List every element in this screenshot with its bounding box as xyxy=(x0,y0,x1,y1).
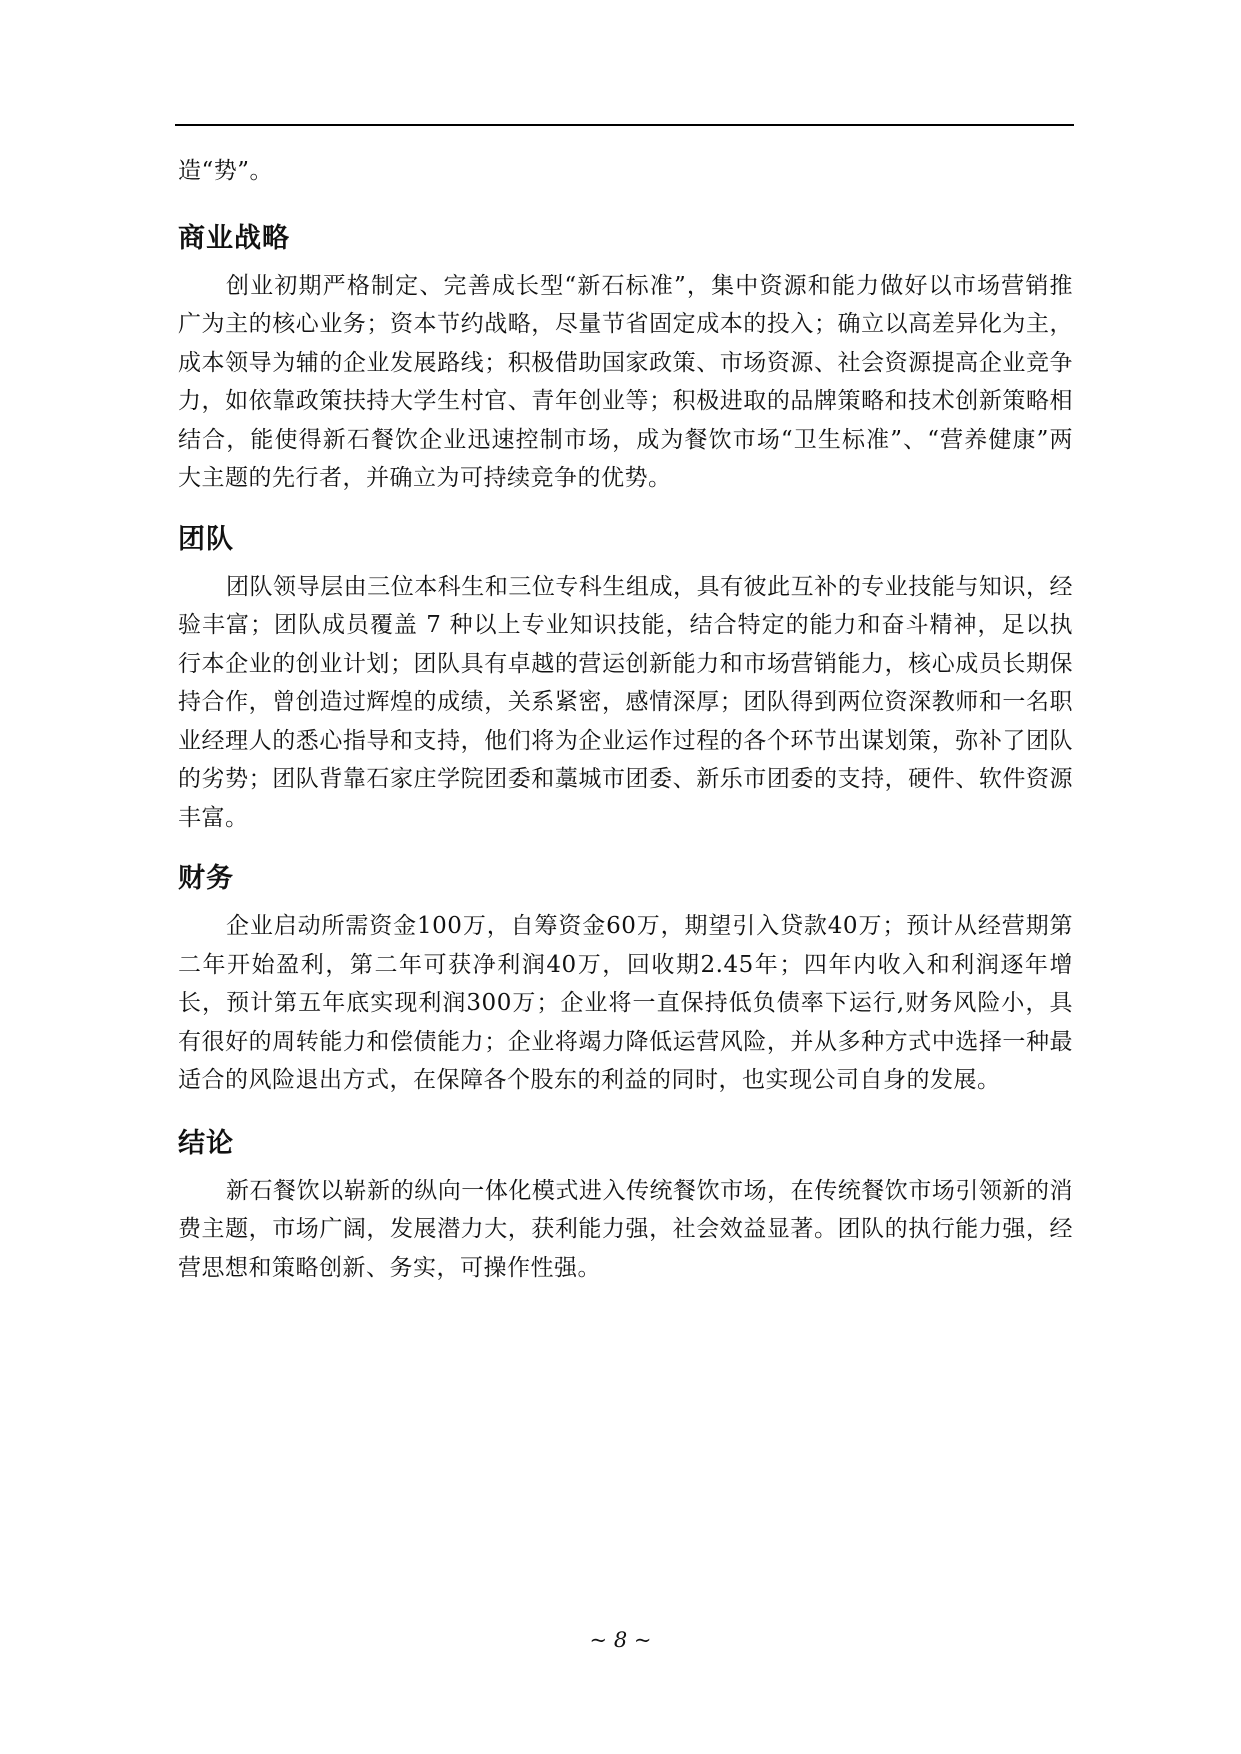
header-rule xyxy=(175,124,1074,126)
section-body-business-strategy: 创业初期严格制定、完善成长型“新石标准”，集中资源和能力做好以市场营销推广为主的核心业务；资本节约战略，尽量节省固定成本的投入；确立以高差异化为主，成本领导为辅的企业发展路线；积极借助国家政策、市场资源、社会资源提高企业竞争力，如依靠政策扶持大学生村官、青年创业等；积极进取的品牌策略和技术创新策略相结合，能使得新石餐饮企业迅速控制市场，成为餐饮市场“卫生标准”、“营养健康”两大主题的先行者，并确立为可持续竞争的优势。 xyxy=(178,272,1073,491)
section-heading-business-strategy: 商业战略 xyxy=(178,222,290,254)
section-heading-finance: 财务 xyxy=(178,863,234,894)
continued-paragraph: 造“势”。 xyxy=(178,158,274,184)
page-number: ~ 8 ~ xyxy=(589,1628,652,1652)
page-content xyxy=(178,152,1073,1287)
section-body-finance: 企业启动所需资金100万，自筹资金60万，期望引入贷款40万；预计从经营期第二年开始盈利，第二年可获净利润40万，回收期2.45年；四年内收入和利润逐年增长，预计第五年底实现利润300万；企业将一直保持低负债率下运行,财务风险小，具有很好的周转能力和偿债能力；企业将竭力降低运营风险，并从多种方式中选择一种最适合的风险退出方式，在保障各个股东的利益的同时，也实现公司自身的发展。 xyxy=(178,913,1073,1093)
section-heading-conclusion: 结论 xyxy=(178,1127,234,1159)
section-heading-team: 团队 xyxy=(178,523,234,555)
section-body-conclusion: 新石餐饮以崭新的纵向一体化模式进入传统餐饮市场，在传统餐饮市场引领新的消费主题，市场广阔，发展潜力大，获利能力强，社会效益显著。团队的执行能力强，经营思想和策略创新、务实，可操作性强。 xyxy=(178,1177,1073,1281)
section-body-team: 团队领导层由三位本科生和三位专科生组成，具有彼此互补的专业技能与知识，经验丰富；团队成员覆盖 7 种以上专业知识技能，结合特定的能力和奋斗精神，足以执行本企业的创业计划；团队具有卓越的营运创新能力和市场营销能力，核心成员长期保持合作，曾创造过辉煌的成绩，关系紧密，感情深厚；团队得到两位资深教师和一名职业经理人的悉心指导和支持，他们将为企业运作过程的各个环节出谋划策，弥补了团队的劣势；团队背靠石家庄学院团委和藁城市团委、新乐市团委的支持，硬件、软件资源丰富。 xyxy=(178,573,1073,831)
